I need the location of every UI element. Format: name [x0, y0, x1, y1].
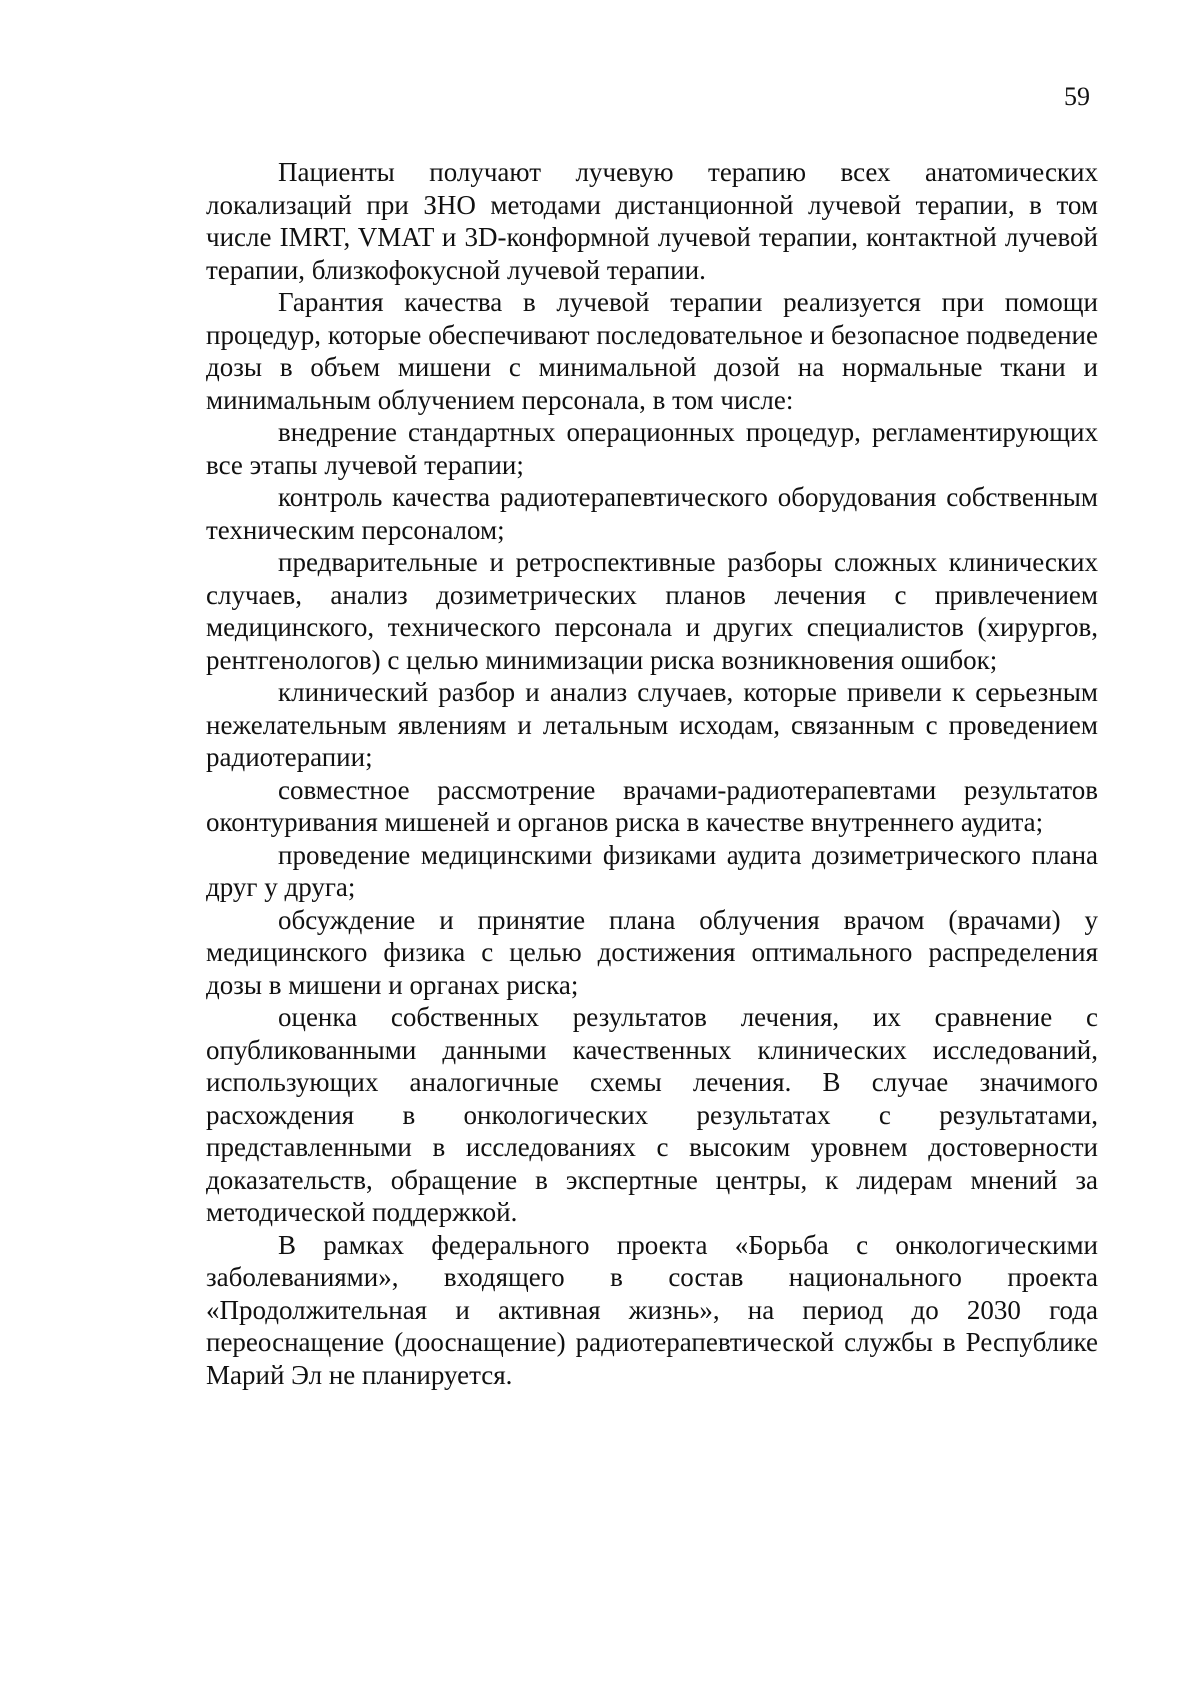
paragraph-quality-assurance: Гарантия качества в лучевой терапии реализуется при помощи процедур, которые обеспечивают последовательное и безопасное подведение дозы в объем мишени с минимальной дозой на нормальные ткани и минимальным облучением персонала, в том числе:	[206, 287, 1098, 415]
list-item-equipment-control: контроль качества радиотерапевтического оборудования собственным техническим персоналом;	[206, 482, 1098, 545]
list-item-standard-procedures: внедрение стандартных операционных процедур, регламентирующих все этапы лучевой терапии;	[206, 417, 1098, 480]
list-item-results-evaluation: оценка собственных результатов лечения, их сравнение с опубликованными данными качественных клинических исследований, использующих аналогичные схемы лечения. В случае значимого расхождения в онкологических результатах с результатами, представленными в исследованиях с высоким уровнем достоверности доказательств, обращение в экспертные центры, к лидерам мнений за методической поддержкой.	[206, 1002, 1098, 1227]
list-item-contouring-review: совместное рассмотрение врачами-радиотерапевтами результатов оконтуривания мишеней и органов риска в качестве внутреннего аудита;	[206, 774, 1098, 837]
list-item-adverse-events-analysis: клинический разбор и анализ случаев, которые привели к серьезным нежелательным явлениям и летальным исходам, связанным с проведением радиотерапии;	[206, 677, 1098, 772]
document-body	[206, 156, 1098, 1391]
list-item-plan-approval: обсуждение и принятие плана облучения врачом (врачами) у медицинского физика с целью достижения оптимального распределения дозы в мишени и органах риска;	[206, 904, 1098, 1000]
paragraph-radiotherapy-methods: Пациенты получают лучевую терапию всех анатомических локализаций при ЗНО методами дистанционной лучевой терапии, в том числе IMRT, VMAT и 3D-конформной лучевой терапии, контактной лучевой терапии, близкофокусной лучевой терапии.	[206, 157, 1098, 285]
page-number: 59	[1064, 82, 1090, 111]
list-item-case-reviews: предварительные и ретроспективные разборы сложных клинических случаев, анализ дозиметрических планов лечения с привлечением медицинского, технического персонала и других специалистов (хирургов, рентгенологов) с целью минимизации риска возникновения ошибок;	[206, 547, 1098, 675]
list-item-physics-audit: проведение медицинскими физиками аудита дозиметрического плана друг у друга;	[206, 839, 1098, 902]
paragraph-federal-project: В рамках федерального проекта «Борьба с онкологическими заболеваниями», входящего в состав национального проекта «Продолжительная и активная жизнь», на период до 2030 года переоснащение (дооснащение) радиотерапевтической службы в Республике Марий Эл не планируется.	[206, 1229, 1098, 1390]
